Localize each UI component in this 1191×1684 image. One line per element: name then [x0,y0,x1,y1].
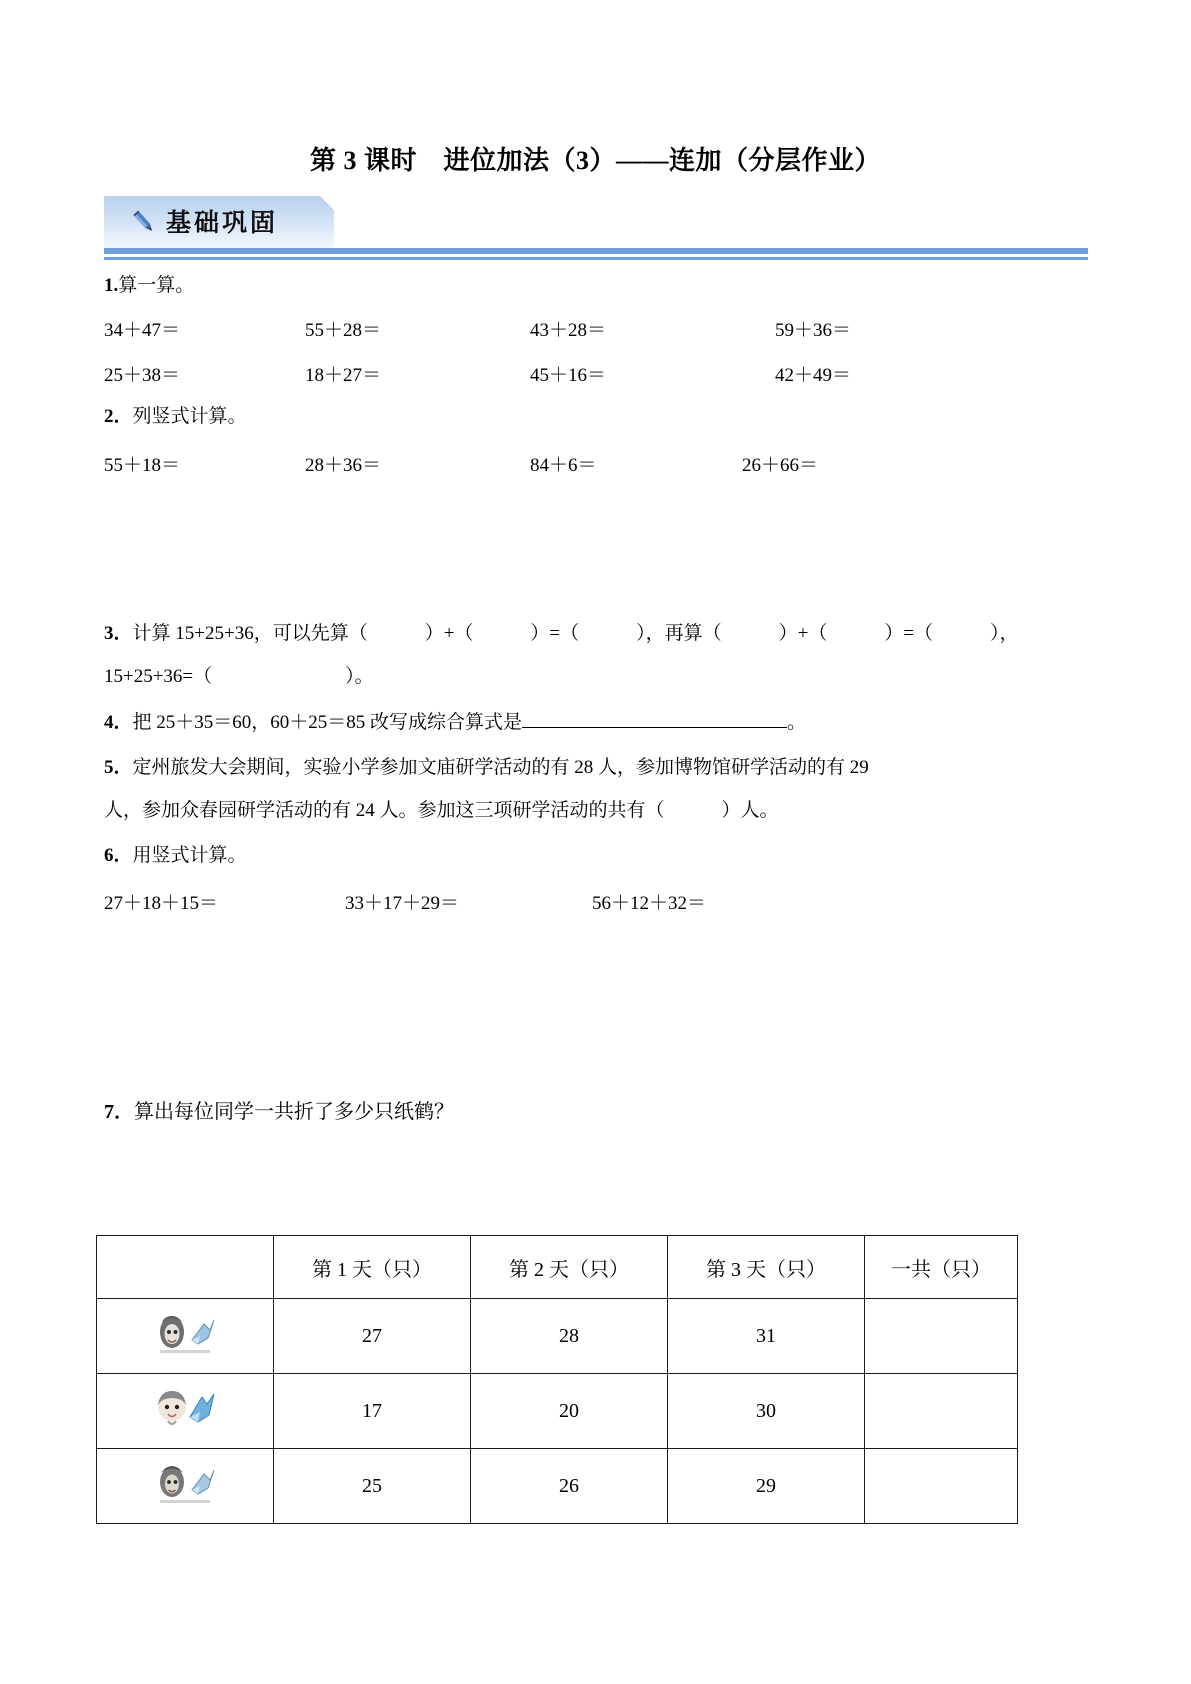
q6-r1-c3: 56＋12＋32＝ [592,893,707,914]
header-student [97,1236,274,1299]
crane-table-head [97,1236,1018,1299]
q1-r1-c4: 59＋36＝ [775,320,852,341]
cell-total-row2[interactable] [865,1374,1018,1449]
student-girl-crane-icon [97,1299,273,1373]
section-badge [104,196,334,248]
table-row [97,1299,1018,1374]
header-total: 一共（只） [865,1236,1018,1299]
question-3-line1 [104,622,1019,646]
q1-r2-c1: 25＋38＝ [104,365,181,386]
question-5-line1 [104,756,869,780]
q1-r2-c2: 18＋27＝ [305,365,382,386]
q2-r1-c3: 84＋6＝ [530,455,597,476]
cell-day2-row1: 28 [471,1299,668,1374]
cell-day3-row1: 31 [668,1299,865,1374]
table-row [97,1374,1018,1449]
cell-day1-row1: 27 [274,1299,471,1374]
crane-table [96,1235,1018,1524]
student-cell-2 [97,1374,274,1449]
student-child-crane-icon [97,1449,273,1523]
question-3-line2: 15+25+36=（ ）。 [104,666,374,687]
section-divider-thin [104,257,1088,260]
header-day-1: 第 1 天（只） [274,1236,471,1299]
q2-r1-c2: 28＋36＝ [305,455,382,476]
question-2-number: 2． [104,406,133,427]
question-1-text: 算一算。 [118,275,195,296]
question-7-number: 7． [104,1101,134,1123]
student-boy-crane-icon [97,1374,273,1448]
cell-day3-row2: 30 [668,1374,865,1449]
crane-table-body [97,1299,1018,1524]
question-4-text-after: 。 [787,712,807,733]
q2-r1-c4: 26＋66＝ [742,455,819,476]
q1-r1-c2: 55＋28＝ [305,320,382,341]
q1-r2-c3: 45＋16＝ [530,365,607,386]
question-4-text: 把 25＋35＝60，60＋25＝85 改写成综合算式是 [132,712,523,733]
badge-content [130,201,278,245]
question-2-text: 列竖式计算。 [132,406,247,427]
cell-total-row3[interactable] [865,1449,1018,1524]
question-6-number: 6． [104,845,133,866]
cell-day2-row3: 26 [471,1449,668,1524]
cell-day1-row3: 25 [274,1449,471,1524]
pencil-icon [130,208,160,238]
question-1-number: 1. [104,275,119,296]
question-1-prompt [104,275,194,298]
table-header-row [97,1236,1018,1299]
question-3-text-1: 计算 15+25+36，可以先算（ ）+（ ）=（ ），再算（ ）+（ ）=（ ）， [132,623,1019,644]
badge-label: 基础巩固 [166,209,279,237]
cell-day3-row3: 29 [668,1449,865,1524]
question-4-answer-blank[interactable] [522,710,787,728]
question-5-line2: 人，参加众春园研学活动的有 24 人。参加这三项研学活动的共有（ ）人。 [104,800,779,821]
header-day-2: 第 2 天（只） [471,1236,668,1299]
page-title: 第 3 课时 进位加法（3）——连加（分层作业） [309,146,881,175]
q1-r1-c3: 43＋28＝ [530,320,607,341]
q6-r1-c1: 27＋18＋15＝ [104,893,219,914]
question-4 [104,710,806,735]
question-4-number: 4． [104,712,133,733]
cell-day2-row2: 20 [471,1374,668,1449]
q1-r1-c1: 34＋47＝ [104,320,181,341]
question-6-text: 用竖式计算。 [132,845,247,866]
question-7-text: 算出每位同学一共折了多少只纸鹤？ [134,1101,454,1123]
student-cell-1 [97,1299,274,1374]
question-3-number: 3． [104,623,133,644]
cell-day1-row2: 17 [274,1374,471,1449]
question-5-text-1: 定州旅发大会期间，实验小学参加文庙研学活动的有 28 人，参加博物馆研学活动的有 29 [132,757,869,778]
q2-r1-c1: 55＋18＝ [104,455,181,476]
q6-r1-c2: 33＋17＋29＝ [345,893,460,914]
question-5-number: 5． [104,757,133,778]
header-day-3: 第 3 天（只） [668,1236,865,1299]
question-7-prompt [104,1100,454,1124]
table-row [97,1449,1018,1524]
q1-r2-c4: 42＋49＝ [775,365,852,386]
cell-total-row1[interactable] [865,1299,1018,1374]
section-divider-thick [104,248,1088,254]
question-2-prompt [104,406,247,429]
question-6-prompt [104,845,247,868]
student-cell-3 [97,1449,274,1524]
